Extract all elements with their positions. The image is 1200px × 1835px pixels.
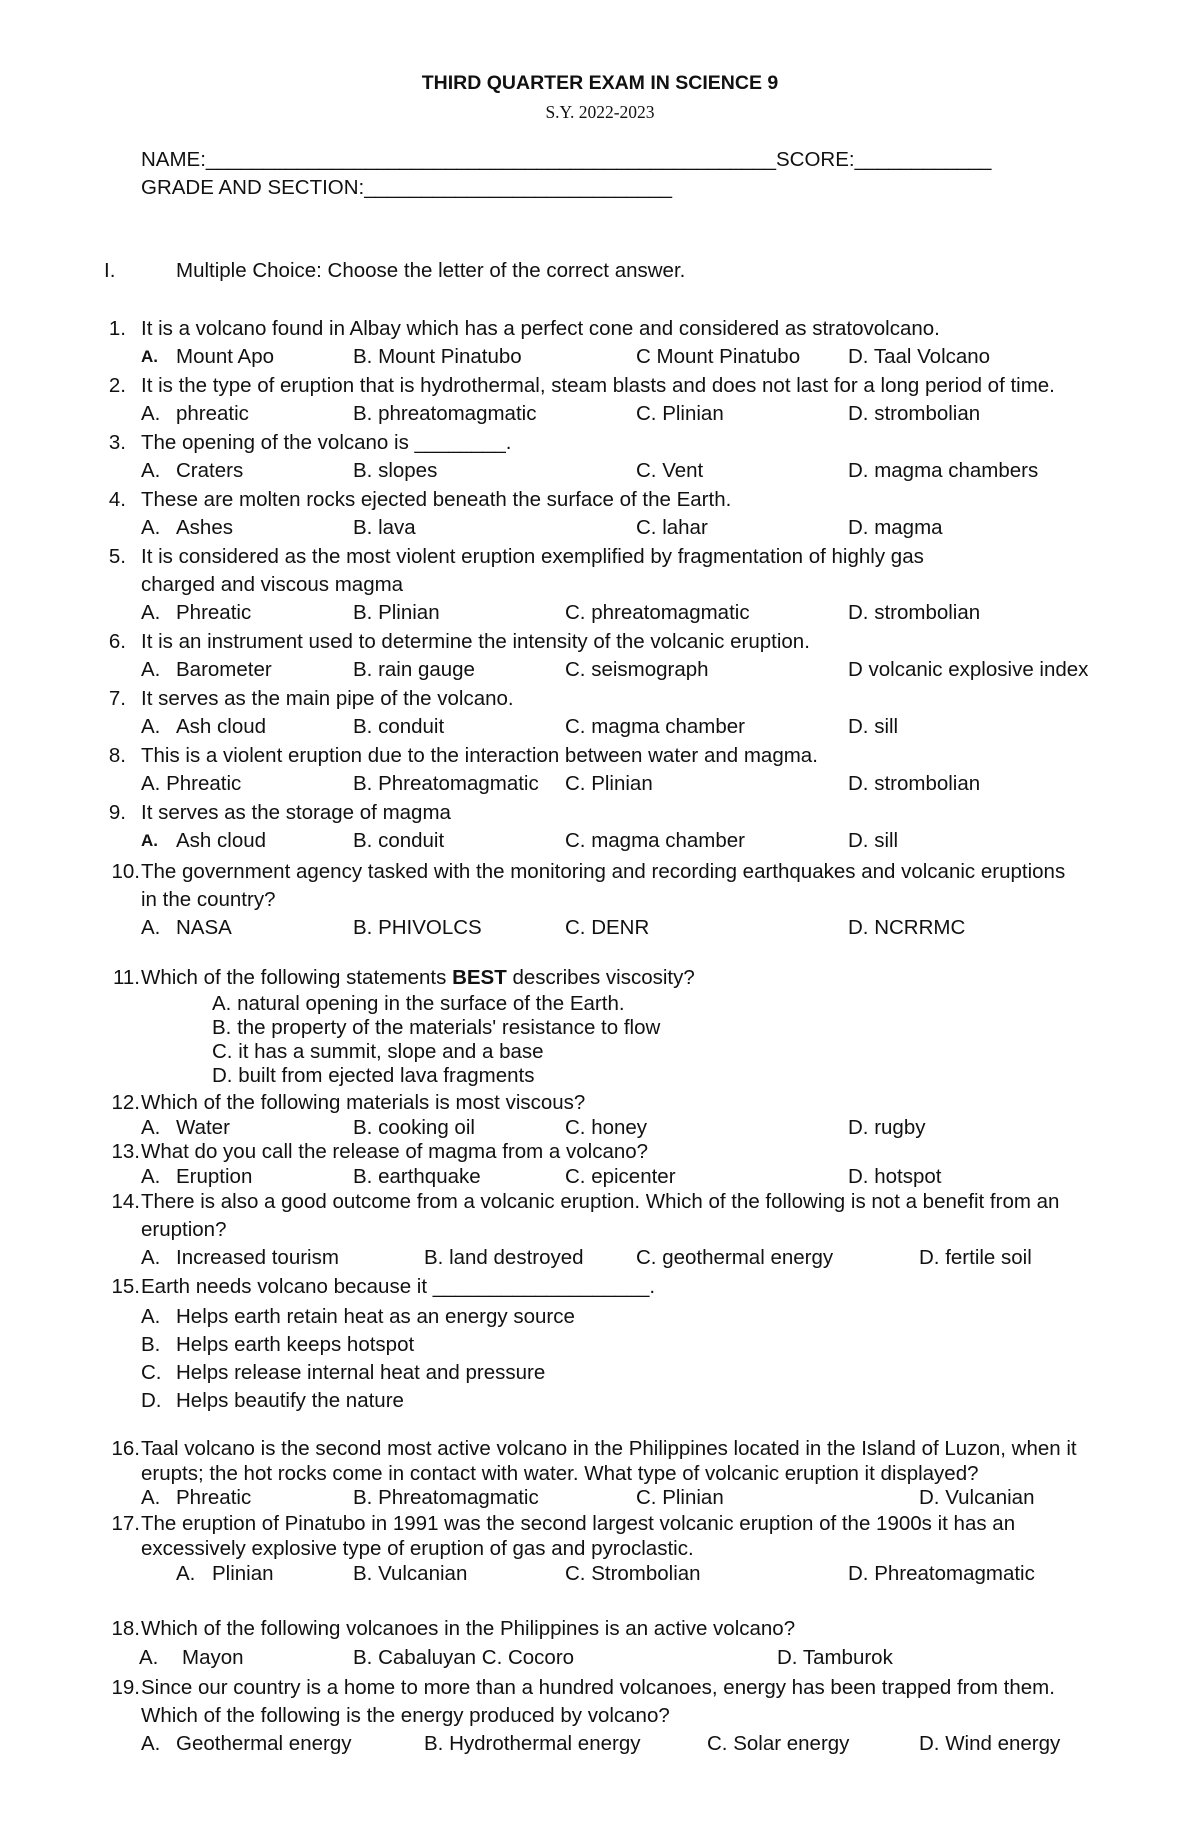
choice-d: D. NCRRMC [848, 916, 966, 939]
choice-b: B. lava [353, 516, 416, 539]
choice-b: B. Phreatomagmatic [353, 772, 539, 795]
question-stem: The opening of the volcano is ________. [141, 431, 512, 454]
choice-d: D. Taal Volcano [848, 345, 991, 368]
question-number: 16. [111, 1437, 140, 1460]
choice-a: Plinian [212, 1562, 274, 1585]
question-stem: It serves as the main pipe of the volcano. [141, 687, 514, 710]
question-number: 8. [108, 744, 126, 767]
choice-b: B. conduit [353, 715, 445, 738]
question-stem: Earth needs volcano because it ___________________. [141, 1275, 656, 1298]
choice-b-c: B. Cabaluyan C. Cocoro [353, 1646, 575, 1669]
option-letter: D. [141, 1389, 162, 1412]
choice-c: C. lahar [636, 516, 708, 539]
choice-a: Mayon [182, 1646, 244, 1669]
choice-b: B. land destroyed [424, 1246, 584, 1269]
question-stem: Which of the following materials is most viscous? [141, 1091, 586, 1114]
choice-a: Ash cloud [176, 715, 267, 738]
choice-d: D. strombolian [848, 402, 981, 425]
question-stem-continued: charged and viscous magma [141, 573, 404, 596]
choice-c: C. epicenter [565, 1165, 676, 1188]
choice-b: B. Vulcanian [353, 1562, 468, 1585]
choice-b: B. cooking oil [353, 1116, 475, 1139]
question-number: 19. [111, 1676, 140, 1699]
choice-c: C. phreatomagmatic [565, 601, 750, 624]
choice-letter: A. [141, 601, 161, 624]
choice-letter: A. [141, 1486, 161, 1509]
choice-d: D volcanic explosive index [848, 658, 1089, 681]
question-stem: It is the type of eruption that is hydrothermal, steam blasts and does not last for a long period of time. [141, 374, 1055, 397]
choice-a: Barometer [176, 658, 272, 681]
option-letter: A. [141, 1305, 161, 1328]
choice-letter: A. [139, 1646, 159, 1669]
choice-c: C. Plinian [565, 772, 653, 795]
choice-d: D. sill [848, 829, 899, 852]
question-stem: It is considered as the most violent eruption exemplified by fragmentation of highly gas [141, 545, 924, 568]
choice-a: Geothermal energy [176, 1732, 352, 1755]
school-year: S.Y. 2022-2023 [545, 102, 655, 122]
question-number: 1. [108, 317, 126, 340]
choice-a: Eruption [176, 1165, 253, 1188]
choice-d: D. Tamburok [777, 1646, 893, 1669]
choice-c: C. magma chamber [565, 829, 746, 852]
section-number: I. [104, 259, 116, 282]
choice-a: Water [176, 1116, 230, 1139]
choice-letter: A. [141, 658, 161, 681]
question-number: 18. [111, 1617, 140, 1640]
option-b: B. the property of the materials' resistance to flow [212, 1016, 661, 1039]
choice-letter: A. [141, 459, 161, 482]
choice-a: phreatic [176, 402, 249, 425]
question-stem-continued: Which of the following is the energy produced by volcano? [141, 1704, 670, 1727]
choice-c: C. Plinian [636, 402, 724, 425]
choice-a: Mount Apo [176, 345, 275, 368]
choice-b: B. earthquake [353, 1165, 481, 1188]
choice-letter: A. [141, 516, 161, 539]
option-letter: C. [141, 1361, 162, 1384]
question-number: 7. [108, 687, 126, 710]
choice-d: D. Wind energy [919, 1732, 1061, 1755]
question-number: 15. [111, 1275, 140, 1298]
option-a: Helps earth retain heat as an energy source [176, 1305, 575, 1328]
question-stem: It is a volcano found in Albay which has a perfect cone and considered as stratovolcano. [141, 317, 940, 340]
choice-b: B. conduit [353, 829, 445, 852]
question-stem-continued: in the country? [141, 888, 276, 911]
choice-d: D. sill [848, 715, 899, 738]
choice-a: Ashes [176, 516, 233, 539]
option-a: A. natural opening in the surface of the Earth. [212, 992, 625, 1015]
question-number: 17. [111, 1512, 140, 1535]
question-number: 14. [111, 1190, 140, 1213]
choice-c: C. magma chamber [565, 715, 746, 738]
stem-text: Which of the following statements [141, 966, 453, 989]
choice-letter: A. [141, 715, 161, 738]
choice-a: A. Phreatic [141, 772, 242, 795]
choice-letter: A. [141, 916, 161, 939]
question-stem-continued: eruption? [141, 1218, 227, 1241]
question-stem-continued: excessively explosive type of eruption of gas and pyroclastic. [141, 1537, 694, 1560]
choice-d: D. strombolian [848, 772, 981, 795]
question-number: 6. [108, 630, 126, 653]
choice-d: D. magma [848, 516, 943, 539]
question-stem: The government agency tasked with the monitoring and recording earthquakes and volcanic eruptions [141, 860, 1066, 883]
choice-letter: A. [141, 831, 158, 850]
choice-letter: A. [141, 402, 161, 425]
choice-d: D. Vulcanian [919, 1486, 1035, 1509]
choice-b: B. slopes [353, 459, 438, 482]
question-stem: This is a violent eruption due to the interaction between water and magma. [141, 744, 818, 767]
question-number: 10. [111, 860, 140, 883]
choice-d: D. fertile soil [919, 1246, 1032, 1269]
choice-b: B. Phreatomagmatic [353, 1486, 539, 1509]
option-b: Helps earth keeps hotspot [176, 1333, 415, 1356]
question-stem: Since our country is a home to more than a hundred volcanoes, energy has been trapped from them. [141, 1676, 1055, 1699]
question-number: 11. [113, 966, 140, 989]
choice-a: Increased tourism [176, 1246, 339, 1269]
choice-c: C. DENR [565, 916, 650, 939]
question-stem: Taal volcano is the second most active volcano in the Philippines located in the Island of Luzon, when it [141, 1437, 1077, 1460]
question-number: 13. [111, 1140, 140, 1163]
question-number: 9. [108, 801, 126, 824]
question-stem: It serves as the storage of magma [141, 801, 451, 824]
choice-c: C. honey [565, 1116, 648, 1139]
choice-a: Phreatic [176, 1486, 252, 1509]
choice-c: C. Plinian [636, 1486, 724, 1509]
stem-text-end: describes viscosity? [506, 966, 695, 989]
choice-b: B. Plinian [353, 601, 440, 624]
choice-b: B. rain gauge [353, 658, 475, 681]
choice-letter: A. [176, 1562, 196, 1585]
choice-d: D. magma chambers [848, 459, 1039, 482]
choice-d: D. hotspot [848, 1165, 942, 1188]
name-score-line: NAME:__________________________________________________SCORE:____________ [141, 148, 992, 171]
choice-c: C. Strombolian [565, 1562, 701, 1585]
question-stem: It is an instrument used to determine the intensity of the volcanic eruption. [141, 630, 810, 653]
choice-letter: A. [141, 1732, 161, 1755]
question-stem: Which of the following volcanoes in the Philippines is an active volcano? [141, 1617, 796, 1640]
question-stem: These are molten rocks ejected beneath the surface of the Earth. [141, 488, 732, 511]
section-instruction: Multiple Choice: Choose the letter of the correct answer. [176, 259, 686, 282]
option-letter: B. [141, 1333, 161, 1356]
question-stem: The eruption of Pinatubo in 1991 was the second largest volcanic eruption of the 1900s it has an [141, 1512, 1016, 1535]
option-c: Helps release internal heat and pressure [176, 1361, 546, 1384]
question-number: 3. [108, 431, 126, 454]
question-stem: There is also a good outcome from a volcanic eruption. Which of the following is not a benefit from an [141, 1190, 1060, 1213]
stem-emphasis: BEST [452, 966, 507, 989]
choice-letter: A. [141, 1165, 161, 1188]
question-stem-continued: erupts; the hot rocks come in contact with water. What type of volcanic eruption it displayed? [141, 1462, 979, 1485]
question-number: 4. [108, 488, 126, 511]
choice-b: B. Mount Pinatubo [353, 345, 522, 368]
option-d: Helps beautify the nature [176, 1389, 404, 1412]
exam-title: THIRD QUARTER EXAM IN SCIENCE 9 [421, 72, 779, 94]
choice-b: B. PHIVOLCS [353, 916, 482, 939]
question-stem: What do you call the release of magma from a volcano? [141, 1140, 649, 1163]
choice-d: D. rugby [848, 1116, 926, 1139]
choice-a: Ash cloud [176, 829, 267, 852]
question-number: 12. [111, 1091, 140, 1114]
question-number: 2. [108, 374, 126, 397]
choice-b: B. phreatomagmatic [353, 402, 537, 425]
option-c: C. it has a summit, slope and a base [212, 1040, 544, 1063]
choice-d: D. Phreatomagmatic [848, 1562, 1035, 1585]
question-stem [141, 966, 695, 990]
grade-section-line: GRADE AND SECTION:___________________________ [141, 176, 673, 199]
choice-c: C Mount Pinatubo [636, 345, 801, 368]
choice-c: C. geothermal energy [636, 1246, 834, 1269]
choice-a: Phreatic [176, 601, 252, 624]
choice-a: Craters [176, 459, 244, 482]
choice-a: NASA [176, 916, 232, 939]
choice-c: C. Vent [636, 459, 704, 482]
choice-d: D. strombolian [848, 601, 981, 624]
question-number: 5. [108, 545, 126, 568]
option-d: D. built from ejected lava fragments [212, 1064, 535, 1087]
choice-c: C. Solar energy [707, 1732, 850, 1755]
choice-letter: A. [141, 1246, 161, 1269]
choice-letter: A. [141, 347, 158, 366]
choice-c: C. seismograph [565, 658, 709, 681]
choice-letter: A. [141, 1116, 161, 1139]
choice-b: B. Hydrothermal energy [424, 1732, 641, 1755]
